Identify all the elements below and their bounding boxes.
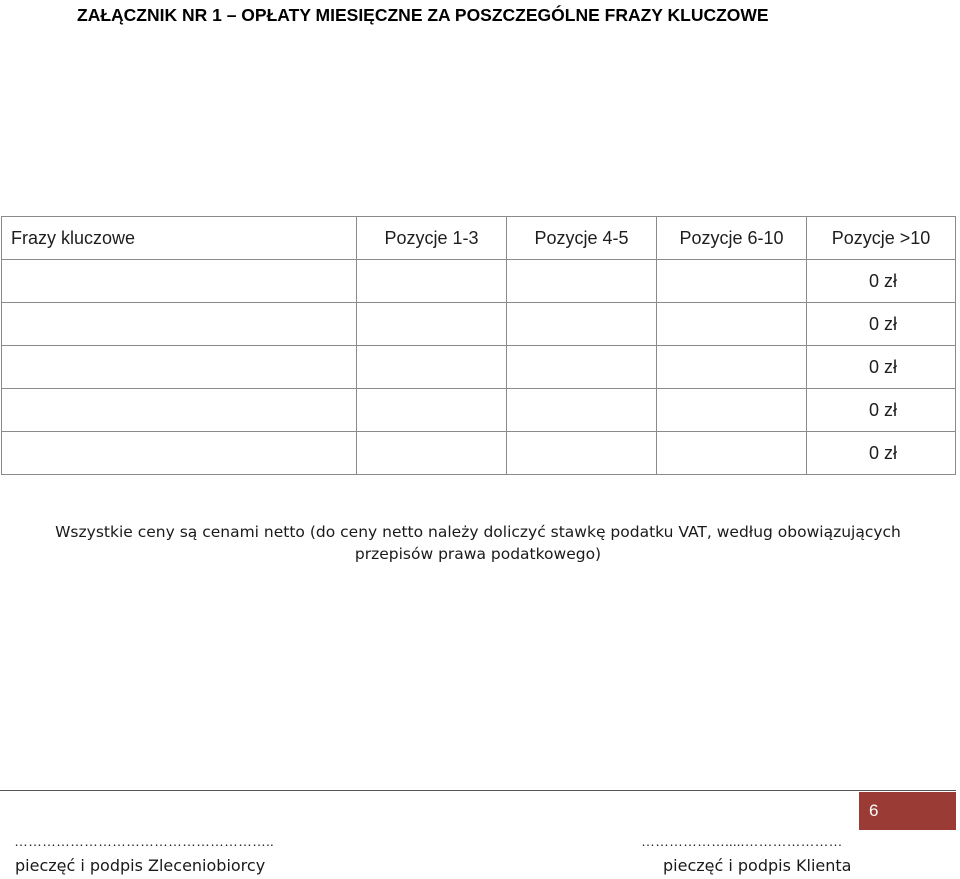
table-row	[2, 432, 956, 475]
document-title: ZAŁĄCZNIK NR 1 – OPŁATY MIESIĘCZNE ZA POSZCZEGÓLNE FRAZY KLUCZOWE	[77, 5, 769, 25]
page-number-badge: 6	[859, 792, 956, 830]
footer-divider	[0, 790, 956, 791]
cell-positions-1-3	[357, 389, 507, 432]
cell-positions-4-5	[507, 432, 657, 475]
vat-note-line-2: przepisów prawa podatkowego)	[354, 545, 602, 563]
vat-note-line-1: Wszystkie ceny są cenami netto (do ceny netto należy doliczyć stawkę podatku VAT, według obowiązujących	[55, 523, 901, 541]
table-row	[2, 260, 956, 303]
vat-note	[0, 521, 956, 565]
cell-positions-over-10: 0 zł	[807, 389, 956, 432]
cell-positions-6-10	[657, 260, 807, 303]
header-positions-over-10: Pozycje >10	[807, 217, 956, 260]
header-positions-1-3: Pozycje 1-3	[357, 217, 507, 260]
cell-phrase	[2, 432, 357, 475]
cell-positions-1-3	[357, 346, 507, 389]
cell-positions-4-5	[507, 260, 657, 303]
header-positions-4-5: Pozycje 4-5	[507, 217, 657, 260]
cell-positions-over-10: 0 zł	[807, 260, 956, 303]
cell-positions-6-10	[657, 346, 807, 389]
client-signature-label: pieczęć i podpis Klienta	[663, 856, 852, 875]
cell-positions-6-10	[657, 432, 807, 475]
cell-positions-4-5	[507, 303, 657, 346]
fees-table	[1, 216, 956, 475]
cell-phrase	[2, 389, 357, 432]
cell-positions-4-5	[507, 346, 657, 389]
header-keyword-phrases: Frazy kluczowe	[2, 217, 357, 260]
cell-positions-over-10: 0 zł	[807, 346, 956, 389]
cell-positions-4-5	[507, 389, 657, 432]
cell-positions-1-3	[357, 303, 507, 346]
client-signature-line: ……………….....…………………	[641, 833, 843, 849]
cell-phrase	[2, 346, 357, 389]
cell-phrase	[2, 303, 357, 346]
cell-positions-6-10	[657, 389, 807, 432]
cell-positions-6-10	[657, 303, 807, 346]
cell-positions-over-10: 0 zł	[807, 303, 956, 346]
cell-positions-1-3	[357, 260, 507, 303]
table-row	[2, 389, 956, 432]
contractor-signature-label: pieczęć i podpis Zleceniobiorcy	[15, 856, 266, 875]
table-row	[2, 303, 956, 346]
cell-positions-1-3	[357, 432, 507, 475]
table-header-row	[2, 217, 956, 260]
cell-phrase	[2, 260, 357, 303]
header-positions-6-10: Pozycje 6-10	[657, 217, 807, 260]
cell-positions-over-10: 0 zł	[807, 432, 956, 475]
table-row	[2, 346, 956, 389]
contractor-signature-line: ………………………………………………..	[14, 833, 274, 849]
